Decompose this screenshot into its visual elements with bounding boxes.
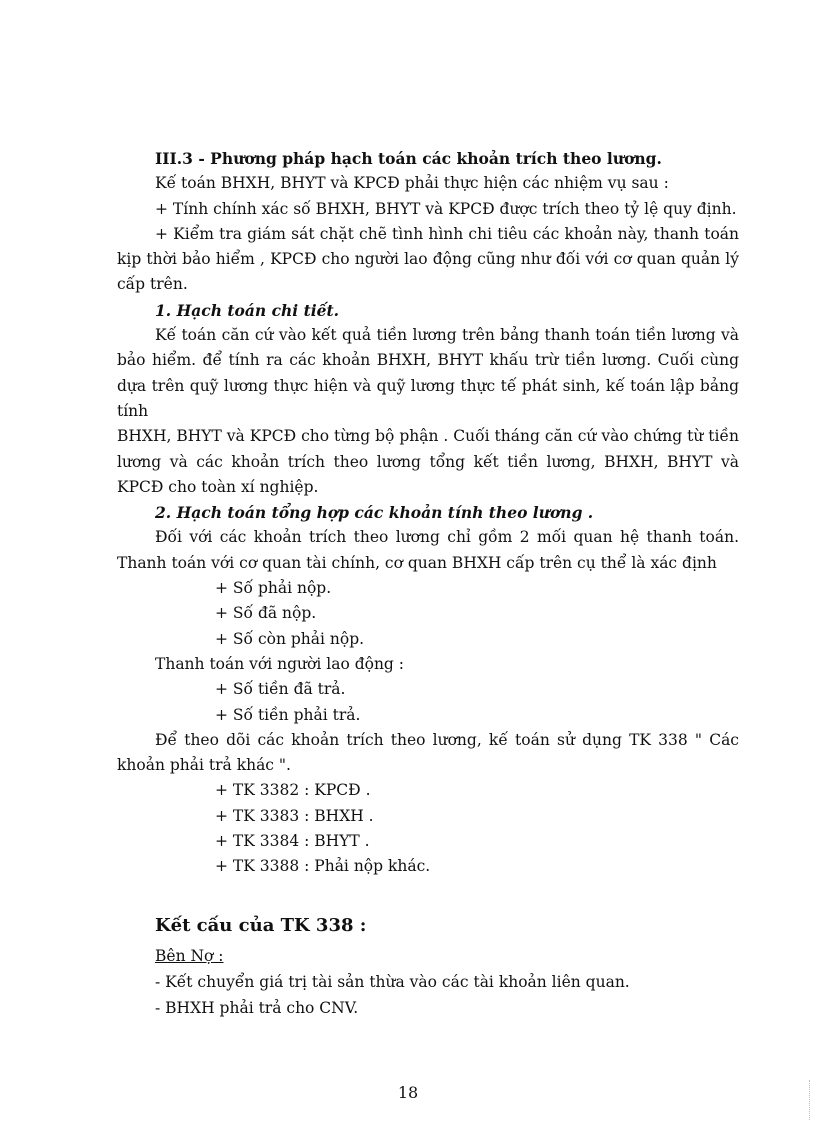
page-border xyxy=(809,1080,810,1120)
page-number: 18 xyxy=(397,1083,419,1102)
account-item: + TK 3382 : KPCĐ . xyxy=(215,781,371,800)
list-item: + Số đã nộp. xyxy=(215,604,317,623)
paragraph-line: bảo hiểm. để tính ra các khoản BHXH, BHYT khấu trừ tiền lương. Cuối cùng xyxy=(117,351,739,370)
list-item: + Số tiền phải trả. xyxy=(215,705,361,724)
part1-title: 1. Hạch toán chi tiết. xyxy=(155,300,340,320)
list-item: + Số tiền đã trả. xyxy=(215,680,346,699)
structure-item: - Kết chuyển giá trị tài sản thừa vào các tài khoản liên quan. xyxy=(155,973,630,991)
structure-item: - BHXH phải trả cho CNV. xyxy=(155,999,359,1017)
paragraph-line: Thanh toán với người lao động : xyxy=(155,654,405,673)
task-line: + Kiểm tra giám sát chặt chẽ tình hình chi tiêu các khoản này, thanh toán xyxy=(155,224,739,243)
task-line: + Tính chính xác số BHXH, BHYT và KPCĐ được trích theo tỷ lệ quy định. xyxy=(155,199,737,218)
section-intro: Kế toán BHXH, BHYT và KPCĐ phải thực hiện các nhiệm vụ sau : xyxy=(155,174,669,193)
paragraph-line: dựa trên quỹ lương thực hiện và quỹ lương thực tế phát sinh, kế toán lập bảng tính xyxy=(117,376,739,420)
paragraph-line: KPCĐ cho toàn xí nghiệp. xyxy=(117,477,319,496)
paragraph-line: lương và các khoản trích theo lương tổng kết tiền lương, BHXH, BHYT và xyxy=(117,452,739,471)
list-item: + Số phải nộp. xyxy=(215,579,332,598)
paragraph-line: Để theo dõi các khoản trích theo lương, kế toán sử dụng TK 338 " Các xyxy=(155,730,739,749)
paragraph-line: khoản phải trả khác ". xyxy=(117,756,291,775)
page-content xyxy=(117,146,739,880)
account-item: + TK 3388 : Phải nộp khác. xyxy=(215,857,431,876)
account-item: + TK 3383 : BHXH . xyxy=(215,806,374,825)
paragraph-line: Kế toán căn cứ vào kết quả tiền lương trên bảng thanh toán tiền lương và xyxy=(155,326,739,345)
section-title: III.3 - Phương pháp hạch toán các khoản trích theo lương. xyxy=(155,149,662,168)
list-item: + Số còn phải nộp. xyxy=(215,629,365,648)
structure-body xyxy=(155,943,630,1021)
structure-title: Kết cấu của TK 338 : xyxy=(155,915,367,936)
debit-label: Bên Nợ : xyxy=(155,947,224,965)
account-item: + TK 3384 : BHYT . xyxy=(215,832,370,851)
paragraph-line: BHXH, BHYT và KPCĐ cho từng bộ phận . Cuối tháng căn cứ vào chứng từ tiền xyxy=(117,427,739,446)
task-line: kịp thời bảo hiểm , KPCĐ cho người lao động cũng như đối với cơ quan quản lý xyxy=(117,250,739,269)
paragraph-line: Thanh toán với cơ quan tài chính, cơ quan BHXH cấp trên cụ thể là xác định xyxy=(117,553,717,572)
part2-title: 2. Hạch toán tổng hợp các khoản tính theo lương . xyxy=(155,503,594,523)
task-line: cấp trên. xyxy=(117,275,188,294)
paragraph-line: Đối với các khoản trích theo lương chỉ gồm 2 mối quan hệ thanh toán. xyxy=(155,528,739,547)
